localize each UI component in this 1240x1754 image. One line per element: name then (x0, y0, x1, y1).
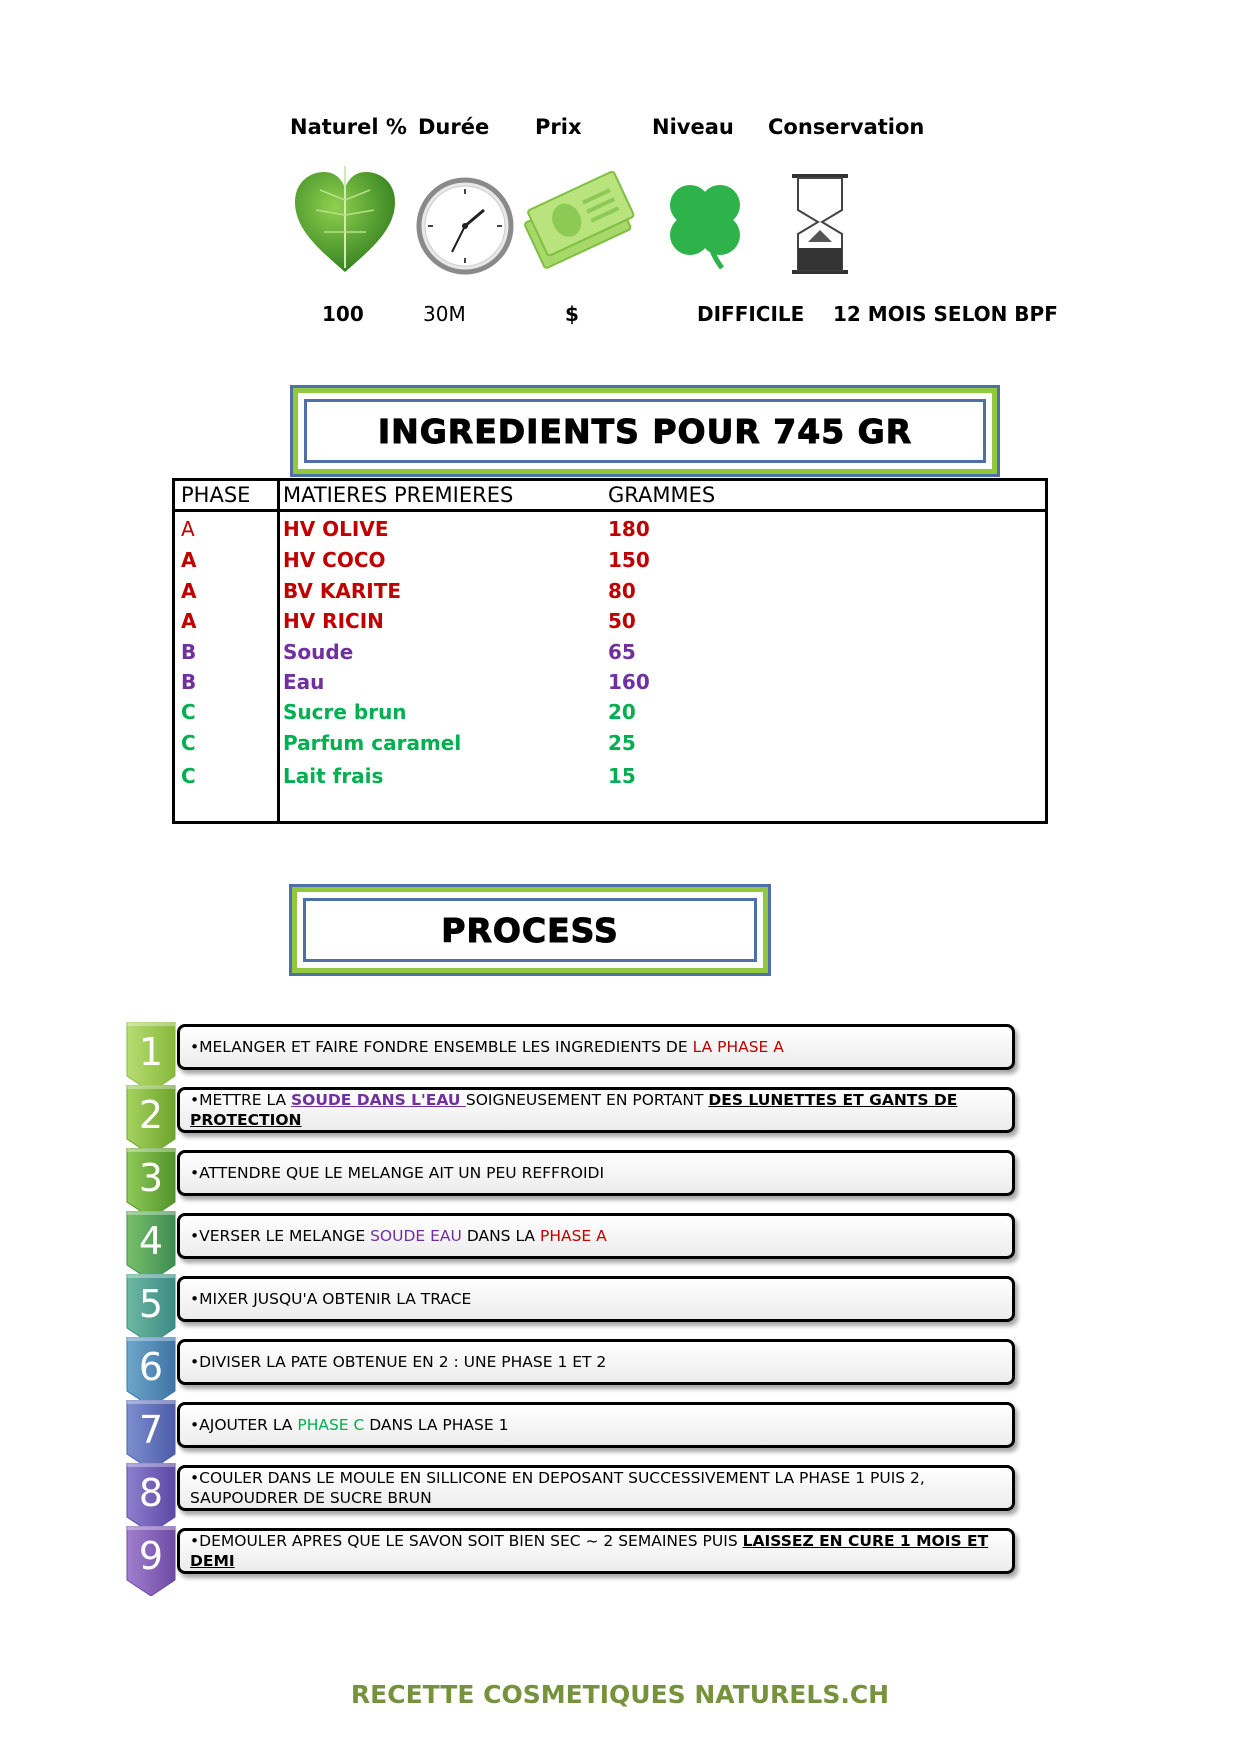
step-text: •COULER DANS LE MOULE EN SILLICONE EN DEPOSANT SUCCESSIVEMENT LA PHASE 1 PUIS 2, SAUPOUDRER DE SUCRE BRUN (190, 1469, 925, 1507)
value-prix: $ (565, 302, 579, 326)
process-step (125, 1276, 1020, 1328)
clock-icon (410, 160, 520, 280)
step-text: SOIGNEUSEMENT EN PORTANT (465, 1091, 709, 1109)
value-conservation: 12 MOIS SELON BPF (833, 302, 1058, 326)
cell-phase: C (181, 700, 196, 724)
cell-material: BV KARITE (283, 579, 401, 603)
label-naturel: Naturel % (290, 115, 407, 139)
cell-material: HV RICIN (283, 609, 384, 633)
label-niveau: Niveau (652, 115, 734, 139)
process-step (125, 1402, 1020, 1454)
step-text: •METTRE LA (190, 1091, 291, 1109)
step-text-box (177, 1024, 1015, 1070)
step-text: PHASE A (539, 1227, 607, 1245)
cell-material: Soude (283, 640, 354, 664)
step-text-box (177, 1150, 1015, 1196)
cell-phase: A (181, 548, 197, 572)
step-text-box (177, 1213, 1015, 1259)
label-prix: Prix (535, 115, 582, 139)
value-niveau: DIFFICILE (697, 302, 805, 326)
step-number: 2 (138, 1093, 164, 1137)
cell-grams: 20 (608, 700, 636, 724)
cell-material: HV OLIVE (283, 517, 389, 541)
step-text: •DEMOULER APRES QUE LE SAVON SOIT BIEN SEC ~ 2 SEMAINES PUIS (190, 1532, 743, 1550)
footer-text: RECETTE COSMETIQUES NATURELS.CH (350, 1680, 890, 1709)
cell-grams: 180 (608, 517, 650, 541)
cell-material: HV COCO (283, 548, 386, 572)
step-text-box (177, 1339, 1015, 1385)
label-duree: Durée (418, 115, 490, 139)
step-number: 7 (138, 1408, 164, 1452)
value-duree: 30M (423, 302, 466, 326)
header-phase: PHASE (181, 483, 251, 507)
step-number: 8 (138, 1471, 164, 1515)
table-row (175, 640, 1045, 670)
table-row (175, 579, 1045, 609)
cell-phase: B (181, 670, 197, 694)
cell-phase: A (181, 579, 197, 603)
table-row (175, 700, 1045, 730)
process-title-frame (292, 887, 768, 973)
cell-grams: 50 (608, 609, 636, 633)
step-number: 4 (138, 1219, 164, 1263)
cell-grams: 25 (608, 731, 636, 755)
leaf-heart-icon (290, 160, 400, 280)
step-number: 1 (138, 1030, 164, 1074)
header-matieres: MATIERES PREMIERES (283, 483, 514, 507)
step-text: •ATTENDRE QUE LE MELANGE AIT UN PEU REFFROIDI (190, 1164, 605, 1182)
step-text-box (177, 1276, 1015, 1322)
cell-grams: 65 (608, 640, 636, 664)
process-step (125, 1150, 1020, 1202)
process-step (125, 1339, 1020, 1391)
cell-material: Parfum caramel (283, 731, 462, 755)
step-text: PHASE C (297, 1416, 365, 1434)
step-text: •MIXER JUSQU'A OBTENIR LA TRACE (190, 1290, 472, 1308)
process-title: PROCESS (441, 910, 619, 950)
banknotes-icon (520, 160, 640, 280)
cell-grams: 160 (608, 670, 650, 694)
cell-material: Lait frais (283, 764, 384, 788)
process-step (125, 1213, 1020, 1265)
step-text: DES LUNETTES ET GANTS DE PROTECTION (190, 1091, 958, 1129)
step-text: SOUDE EAU (370, 1227, 462, 1245)
step-number: 6 (138, 1345, 164, 1389)
header-grammes: GRAMMES (608, 483, 716, 507)
step-text-box (177, 1465, 1015, 1511)
table-row (175, 609, 1045, 639)
table-row (175, 548, 1045, 578)
value-naturel: 100 (322, 302, 364, 326)
process-step (125, 1465, 1020, 1517)
cell-grams: 150 (608, 548, 650, 572)
step-text: DANS LA (461, 1227, 540, 1245)
table-row (175, 670, 1045, 700)
cell-grams: 80 (608, 579, 636, 603)
cell-phase: B (181, 640, 197, 664)
cell-phase: C (181, 764, 196, 788)
cell-phase: A (181, 517, 195, 541)
step-number: 9 (138, 1534, 164, 1578)
hourglass-icon (780, 160, 860, 280)
four-leaf-clover-icon (650, 160, 760, 280)
step-text-box (177, 1528, 1015, 1574)
step-text: SOUDE DANS L'EAU (291, 1091, 466, 1109)
ingredients-title: INGREDIENTS POUR 745 GR (377, 411, 913, 451)
step-number: 3 (138, 1156, 164, 1200)
step-text-box (177, 1087, 1015, 1133)
label-conservation: Conservation (768, 115, 925, 139)
step-text-box (177, 1402, 1015, 1448)
step-text: •DIVISER LA PATE OBTENUE EN 2 : UNE PHASE 1 ET 2 (190, 1353, 607, 1371)
process-step (125, 1528, 1020, 1580)
table-row (175, 517, 1045, 547)
step-text: •MELANGER ET FAIRE FONDRE ENSEMBLE LES INGREDIENTS DE (190, 1038, 693, 1056)
step-text: DANS LA PHASE 1 (364, 1416, 509, 1434)
cell-material: Sucre brun (283, 700, 407, 724)
step-text: LA PHASE A (692, 1038, 784, 1056)
cell-phase: A (181, 609, 197, 633)
ingredients-table (172, 478, 1048, 824)
cell-grams: 15 (608, 764, 636, 788)
table-row (175, 764, 1045, 794)
cell-material: Eau (283, 670, 325, 694)
ingredients-title-frame (293, 388, 997, 474)
step-text: •AJOUTER LA (190, 1416, 298, 1434)
table-row (175, 731, 1045, 761)
step-text: LAISSEZ EN CURE 1 MOIS ET DEMI (190, 1532, 989, 1570)
step-number: 5 (138, 1282, 164, 1326)
process-step (125, 1087, 1020, 1139)
cell-phase: C (181, 731, 196, 755)
process-step (125, 1024, 1020, 1076)
step-text: •VERSER LE MELANGE (190, 1227, 371, 1245)
